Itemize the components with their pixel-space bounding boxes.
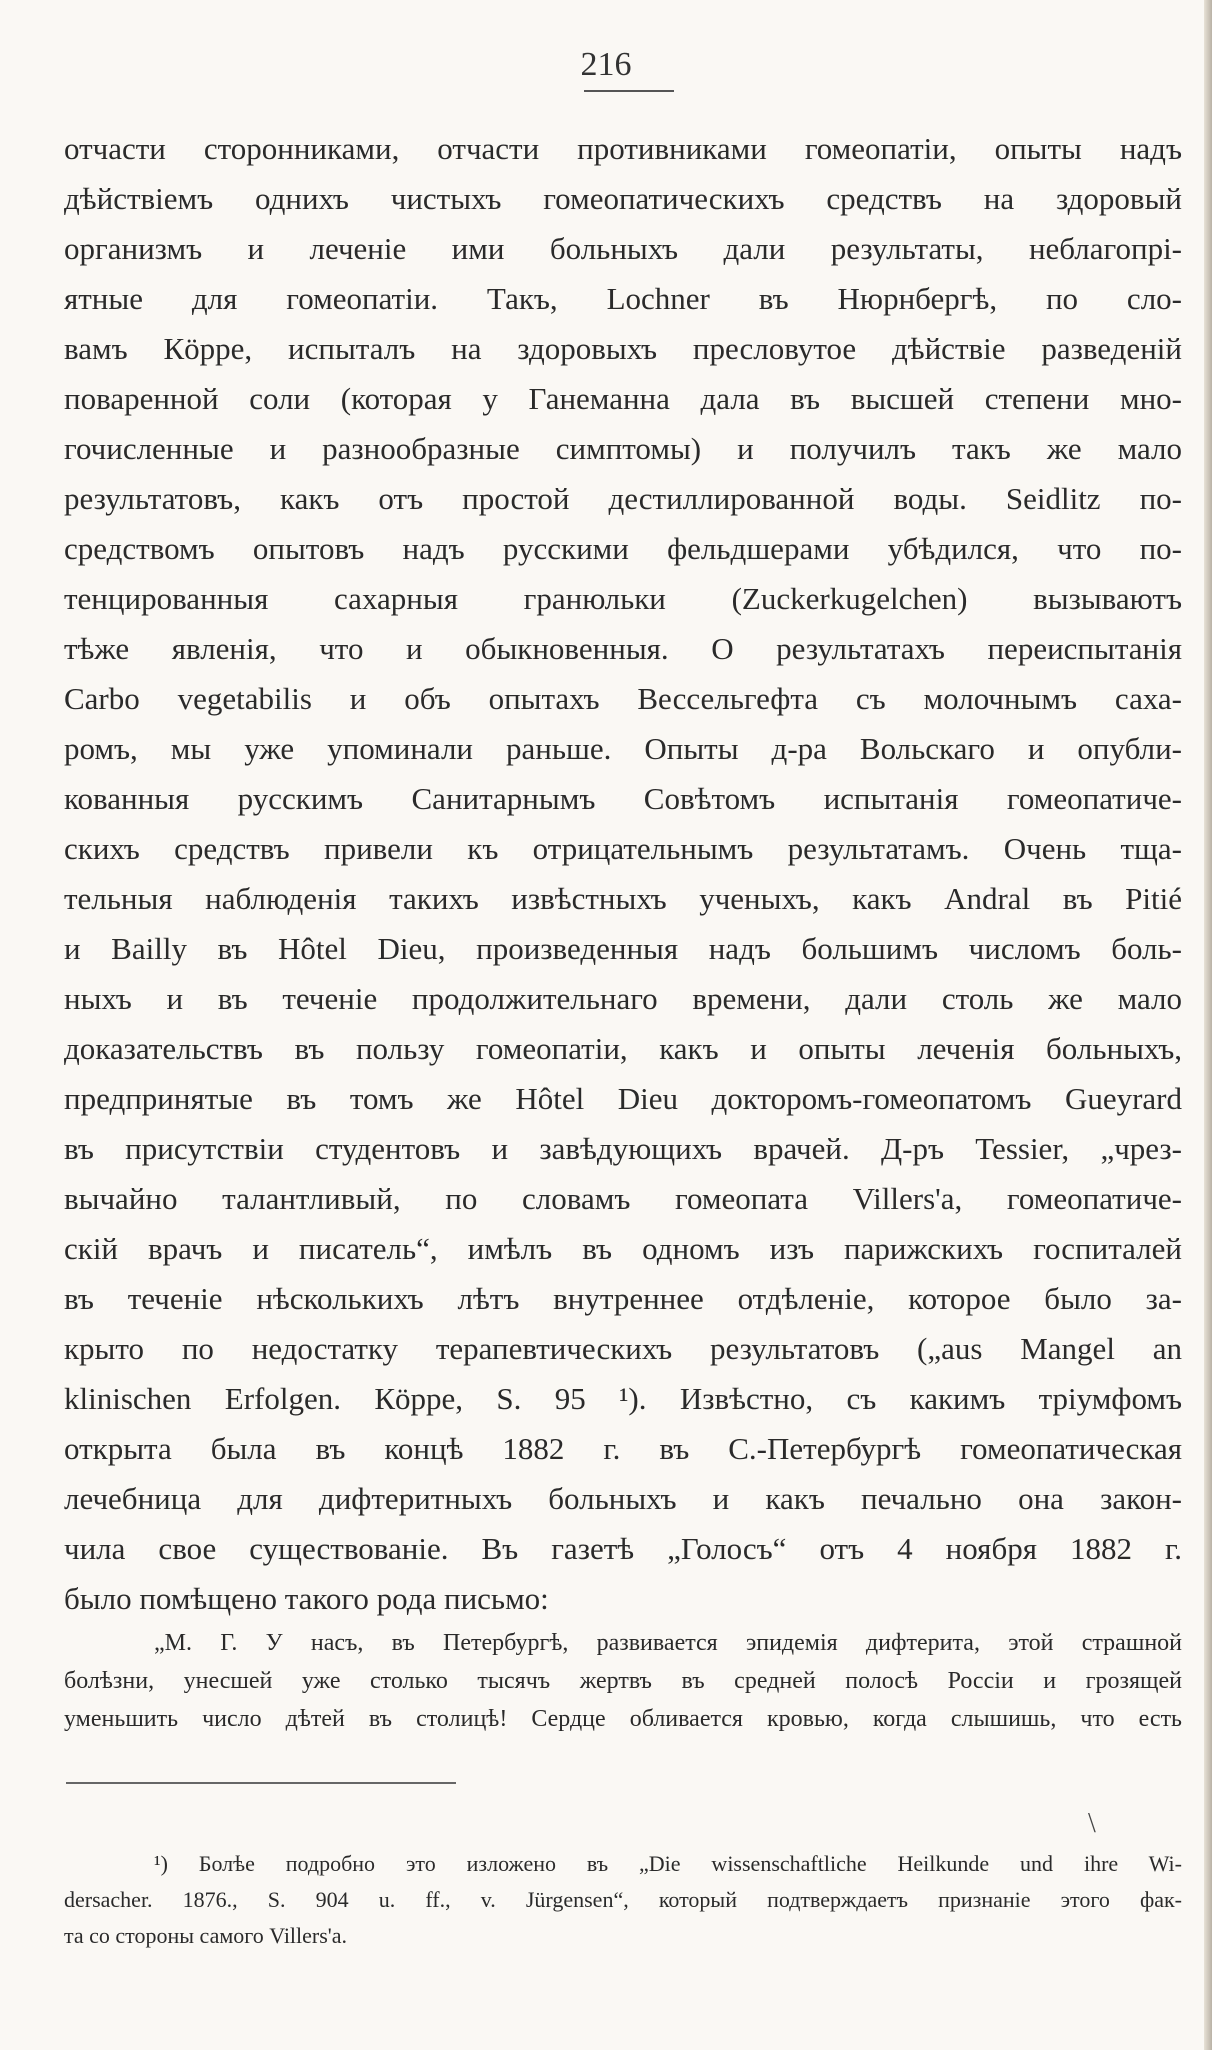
text-line: дѣйствіемъ однихъ чистыхъ гомеопатическихъ средствъ на здоровый bbox=[64, 181, 1182, 216]
text-line: ромъ, мы уже упоминали раньше. Опыты д-ра Вольскаго и опубли- bbox=[64, 731, 1182, 766]
text-line: вамъ Кöрре, испыталъ на здоровыхъ пресловутое дѣйствіе разведеній bbox=[64, 331, 1182, 366]
text-line: тенцированныя сахарныя гранюльки (Zuckerkugelchen) вызываютъ bbox=[64, 581, 1182, 616]
text-line: результатовъ, какъ отъ простой дестиллированной воды. Seidlitz по- bbox=[64, 481, 1182, 516]
quote-line: уменьшить число дѣтей въ столицѣ! Сердце обливается кровью, когда слышишь, что есть bbox=[64, 1706, 1182, 1732]
text-line: klinischen Erfolgen. Кöрре, S. 95 ¹). Извѣстно, съ какимъ тріумфомъ bbox=[64, 1381, 1182, 1416]
body-text bbox=[64, 124, 1182, 1624]
text-line: и Bailly въ Hôtel Dieu, произведенныя надъ большимъ числомъ боль- bbox=[64, 931, 1182, 966]
text-line: Carbo vegetabilis и объ опытахъ Вессельгефта съ молочнымъ саха- bbox=[64, 681, 1182, 716]
quoted-letter bbox=[64, 1624, 1182, 1738]
text-line: поваренной соли (которая у Ганеманна дала въ высшей степени мно- bbox=[64, 381, 1182, 416]
text-line: средствомъ опытовъ надъ русскими фельдшерами убѣдился, что по- bbox=[64, 531, 1182, 566]
text-line: тельныя наблюденія такихъ извѣстныхъ ученыхъ, какъ Andral въ Pitié bbox=[64, 881, 1182, 916]
text-line: скихъ средствъ привели къ отрицательнымъ результатамъ. Очень тща- bbox=[64, 831, 1182, 866]
text-line: тѣже явленія, что и обыкновенныя. О результатахъ переиспытанія bbox=[64, 631, 1182, 666]
text-line: доказательствъ въ пользу гомеопатіи, какъ и опыты леченія больныхъ, bbox=[64, 1031, 1182, 1066]
text-line: было помѣщено такого рода письмо: bbox=[64, 1581, 549, 1616]
text-line: кованныя русскимъ Санитарнымъ Совѣтомъ испытанія гомеопатиче- bbox=[64, 781, 1182, 816]
text-line: въ теченіе нѣсколькихъ лѣтъ внутреннее отдѣленіе, которое было за- bbox=[64, 1281, 1182, 1316]
stray-mark: \ bbox=[1088, 1808, 1096, 1839]
text-line: ятные для гомеопатіи. Такъ, Lochner въ Нюрнбергѣ, по сло- bbox=[64, 281, 1182, 316]
quote-line: болѣзни, унесшей уже столько тысячъ жертвъ въ средней полосѣ Россіи и грозящей bbox=[64, 1668, 1182, 1694]
text-line: лечебница для дифтеритныхъ больныхъ и какъ печально она закон- bbox=[64, 1481, 1182, 1516]
text-line: вычайно талантливый, по словамъ гомеопата Villers'a, гомеопатиче- bbox=[64, 1181, 1182, 1216]
text-line: гочисленные и разнообразные симптомы) и получилъ такъ же мало bbox=[64, 431, 1182, 466]
footnote-line: ¹) Болѣе подробно это изложено въ „Die wissenschaftliche Heilkunde und ihre Wi- bbox=[154, 1851, 1182, 1876]
text-line: скій врачъ и писатель“, имѣлъ въ одномъ изъ парижскихъ госпиталей bbox=[64, 1231, 1182, 1266]
text-line: открыта была въ концѣ 1882 г. въ С.-Петербургѣ гомеопатическая bbox=[64, 1431, 1182, 1466]
text-line: чила свое существованіе. Въ газетѣ „Голосъ“ отъ 4 ноября 1882 г. bbox=[64, 1531, 1182, 1566]
text-line: предпринятые въ томъ же Hôtel Dieu докторомъ-гомеопатомъ Gueyrard bbox=[64, 1081, 1182, 1116]
page-number: 216 bbox=[580, 46, 632, 83]
text-line: ныхъ и въ теченіе продолжительнаго времени, дали столь же мало bbox=[64, 981, 1182, 1016]
header-rule bbox=[584, 90, 674, 92]
quote-line: „М. Г. У насъ, въ Петербургѣ, развивается эпидемія дифтерита, этой страшной bbox=[154, 1630, 1182, 1656]
text-line: организмъ и леченіе ими больныхъ дали результаты, неблагопрі- bbox=[64, 231, 1182, 266]
text-line: отчасти сторонниками, отчасти противниками гомеопатіи, опыты надъ bbox=[64, 131, 1182, 166]
footnote bbox=[64, 1846, 1182, 1954]
text-line: въ присутствіи студентовъ и завѣдующихъ врачей. Д-ръ Tessier, „чрез- bbox=[64, 1131, 1182, 1166]
footnote-line: dersacher. 1876., S. 904 u. ff., v. Jürgensen“, который подтверждаетъ признаніе этого фак- bbox=[64, 1887, 1182, 1912]
footnote-line: та со стороны самого Villers'a. bbox=[64, 1923, 348, 1948]
text-line: крыто по недостатку терапевтическихъ результатовъ („aus Mangel an bbox=[64, 1331, 1182, 1366]
footnote-rule bbox=[66, 1782, 456, 1784]
page-edge bbox=[1204, 0, 1212, 2050]
